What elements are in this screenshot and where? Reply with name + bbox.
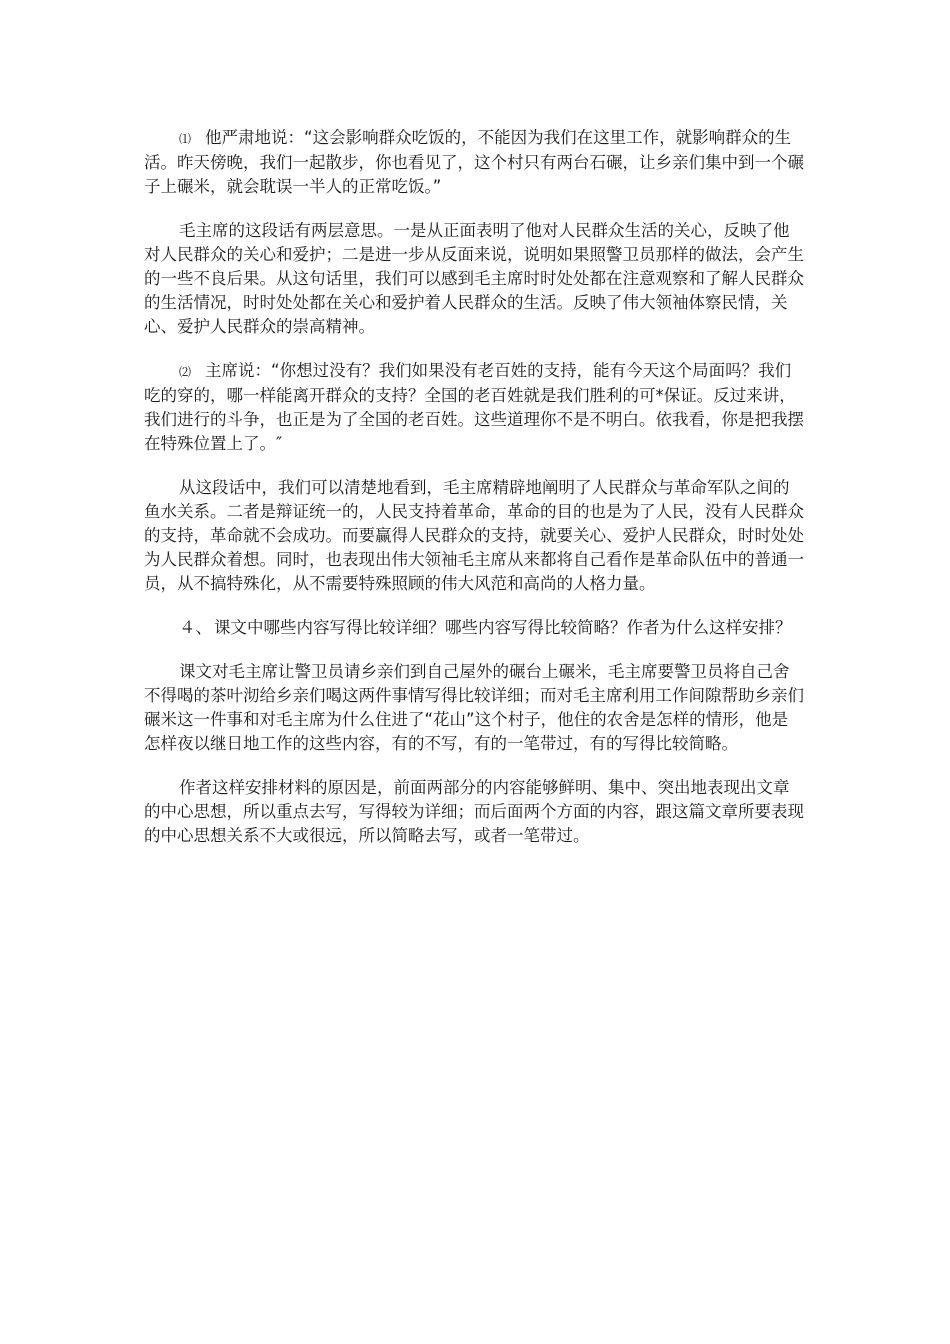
paragraph-text: 主席说：“你想过没有？我们如果没有老百姓的支持，能有今天这个局面吗？我们吃的穿的，哪一样能离开群众的支持？全国的老百姓就是我们胜利的可*保证。反过来讲，我们进行的斗争，也正是为了全国的老百姓。这些道理你不是不明白。依我看，你是把我摆在特殊位置上了。″ xyxy=(144,361,804,453)
paragraph-answer-1 xyxy=(144,660,804,756)
paragraph-quote-1 xyxy=(144,126,804,199)
document-page xyxy=(144,126,804,868)
paragraph-text: 课文对毛主席让警卫员请乡亲们到自己屋外的碾台上碾米，毛主席要警卫员将自己舍不得喝的茶叶沏给乡亲们喝这两件事情写得比较详细；而对毛主席利用工作间隙帮助乡亲们碾米这一件事和对毛主席为什么住进了“花山”这个村子，他住的农舍是怎样的情形，他是怎样夜以继日地工作的这些内容，有的不写，有的一笔带过，有的写得比较简略。 xyxy=(144,662,804,753)
paragraph-answer-2 xyxy=(144,776,804,848)
paragraph-text: 课文中哪些内容写得比较详细？哪些内容写得比较简略？作者为什么这样安排？ xyxy=(214,618,792,637)
paragraph-text: 他严肃地说：“这会影响群众吃饭的，不能因为我们在这里工作，就影响群众的生活。昨天傍晚，我们一起散步，你也看见了，这个村只有两台石碾，让乡亲们集中到一个碾子上碾米，就会耽误一半人的正常吃饭。” xyxy=(144,128,804,196)
paragraph-text: 从这段话中，我们可以清楚地看到，毛主席精辟地阐明了人民群众与革命军队之间的鱼水关系。二者是辩证统一的，人民支持着革命，革命的目的也是为了人民，没有人民群众的支持，革命就不会成功。而要赢得人民群众的支持，就要关心、爱护人民群众，时时处处为人民群众着想。同时，也表现出伟大领袖毛主席从来都将自己看作是革命队伍中的普通一员，从不搞特殊化，从不需要特殊照顾的伟大风范和高尚的人格力量。 xyxy=(144,478,804,593)
paragraph-analysis-1 xyxy=(144,219,804,339)
question-number: ４、 xyxy=(179,618,212,637)
paragraph-question-4 xyxy=(144,616,804,640)
paragraph-text: 作者这样安排材料的原因是，前面两部分的内容能够鲜明、集中、突出地表现出文章的中心思想，所以重点去写，写得较为详细；而后面两个方面的内容，跟这篇文章所要表现的中心思想关系不大或很远，所以简略去写，或者一笔带过。 xyxy=(144,778,804,845)
paragraph-analysis-2 xyxy=(144,476,804,596)
paragraph-text: 毛主席的这段话有两层意思。一是从正面表明了他对人民群众生活的关心，反映了他对人民群众的关心和爱护；二是进一步从反面来说，说明如果照警卫员那样的做法，会产生的一些不良后果。从这句话里，我们可以感到毛主席时时处处都在注意观察和了解人民群众的生活情况，时时处处都在关心和爱护着人民群众的生活。反映了伟大领袖体察民情，关心、爱护人民群众的崇高精神。 xyxy=(144,221,804,336)
item-marker: ⑵ xyxy=(179,365,192,379)
item-marker: ⑴ xyxy=(179,132,192,146)
paragraph-quote-2 xyxy=(144,359,804,456)
